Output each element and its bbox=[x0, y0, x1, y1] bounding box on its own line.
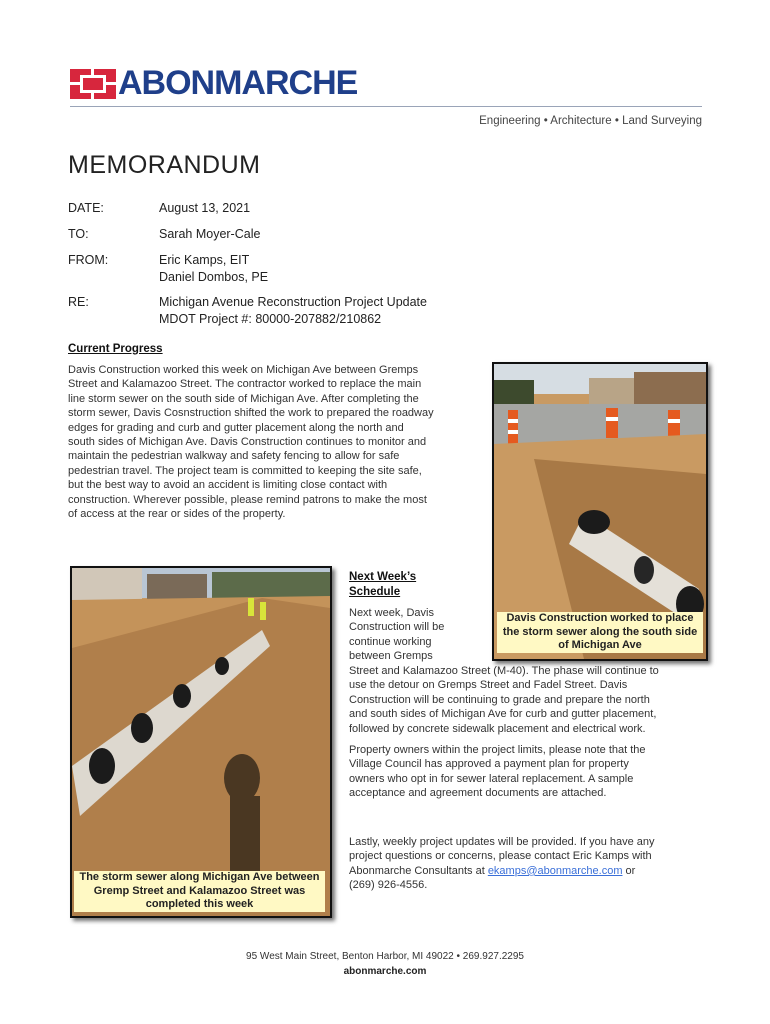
paragraph-line: (269) 926-4556. bbox=[349, 879, 428, 892]
date-label: DATE: bbox=[68, 201, 104, 215]
paragraph-line: continue working bbox=[349, 635, 432, 648]
current-progress-heading: Current Progress bbox=[68, 343, 163, 355]
next-week-body bbox=[349, 664, 709, 736]
contact-text: or bbox=[622, 864, 636, 877]
paragraph-line: Construction will be bbox=[349, 621, 445, 634]
paragraph-line: Davis Construction worked this week on Michigan Ave between Gremps bbox=[68, 364, 419, 376]
logo-wordmark: ABONMARCHE bbox=[118, 64, 358, 102]
paragraph-line: but the best way to avoid an accident is limiting close contact with bbox=[68, 479, 388, 492]
contact-paragraph bbox=[349, 835, 709, 893]
paragraph-line: storm sewer, Davis Cosnstruction shifted the work to prepared the roadway bbox=[68, 407, 434, 420]
to-label: TO: bbox=[68, 227, 89, 241]
from-label: FROM: bbox=[68, 253, 109, 267]
header-divider bbox=[70, 106, 702, 107]
caption-line: The storm sewer along Michigan Ave between bbox=[79, 871, 320, 883]
heading-line: Next Week’s bbox=[349, 571, 417, 583]
footer-address: 95 West Main Street, Benton Harbor, MI 49022 • 269.927.2295 bbox=[246, 951, 524, 962]
caption-line: Gremp Street and Kalamazoo Street was bbox=[93, 884, 306, 897]
photo-caption-left bbox=[74, 871, 325, 912]
paragraph-line: acceptance and agreement documents are attached. bbox=[349, 787, 607, 800]
paragraph-line: Property owners within the project limits, please note that the bbox=[349, 744, 646, 756]
payment-plan-paragraph bbox=[349, 743, 709, 801]
paragraph-line: south sides of Michigan Ave. Davis Construction continues to monitor and bbox=[68, 436, 427, 449]
re-label: RE: bbox=[68, 295, 89, 309]
paragraph-line: and south sides of Michigan Ave for curb and gutter placement, bbox=[349, 708, 657, 721]
contact-text: Abonmarche Consultants at bbox=[349, 864, 488, 877]
to-value: Sarah Moyer-Cale bbox=[159, 227, 261, 241]
memo-title: MEMORANDUM bbox=[68, 151, 261, 179]
paragraph-line: Construction will be continuing to grade and prepare the north bbox=[349, 693, 650, 706]
from-line: Eric Kamps, EIT bbox=[159, 253, 250, 267]
paragraph-line: Street and Kalamazoo Street (M-40). The phase will continue to bbox=[349, 665, 659, 677]
caption-line: the storm sewer along the south side bbox=[502, 625, 698, 638]
paragraph-line: Lastly, weekly project updates will be provided. If you have any bbox=[349, 836, 655, 848]
paragraph-line: followed by concrete sidewalk placement and electrical work. bbox=[349, 722, 646, 735]
paragraph-line: Street and Kalamazoo Street. The contractor worked to replace the main bbox=[68, 378, 422, 391]
paragraph-line: line storm sewer on the south side of Michigan Ave. After completing the bbox=[68, 392, 419, 405]
re-line: Michigan Avenue Reconstruction Project Update bbox=[159, 295, 427, 309]
date-value: August 13, 2021 bbox=[159, 201, 251, 215]
next-week-heading bbox=[349, 570, 416, 600]
company-tagline: Engineering • Architecture • Land Surveying bbox=[479, 115, 702, 127]
paragraph-line: pedestrian travel. The project team is committed to keeping the site safe, bbox=[68, 464, 422, 477]
paragraph-line: owners who opt in for sewer lateral replacement. A sample bbox=[349, 772, 634, 785]
heading-line: Schedule bbox=[349, 586, 401, 598]
paragraph-line: maintain the pedestrian walkway and safety fencing to allow for safe bbox=[68, 450, 400, 463]
paragraph-line: edges for grading and curb and gutter placement along the north and bbox=[68, 421, 404, 434]
paragraph-line: project questions or concerns, please contact Eric Kamps with bbox=[349, 850, 652, 863]
paragraph-line: between Gremps bbox=[349, 650, 433, 663]
caption-line: of Michigan Ave bbox=[558, 639, 642, 651]
paragraph-line: Next week, Davis bbox=[349, 607, 434, 619]
photo-caption-right bbox=[497, 612, 703, 653]
footer-website: abonmarche.com bbox=[343, 966, 427, 977]
from-value bbox=[159, 252, 268, 286]
next-week-intro bbox=[349, 606, 489, 664]
re-line: MDOT Project #: 80000-207882/210862 bbox=[159, 312, 382, 326]
photo-completed-storm-sewer bbox=[70, 566, 332, 918]
email-link[interactable]: ekamps@abonmarche.com bbox=[487, 864, 623, 877]
paragraph-line: use the detour on Gremps Street and Fadel Street. Davis bbox=[349, 679, 628, 692]
paragraph-line bbox=[349, 864, 709, 878]
caption-line: Davis Construction worked to place bbox=[506, 612, 694, 624]
current-progress-body bbox=[68, 363, 488, 521]
completed-sewer-photo-image bbox=[72, 568, 330, 916]
abonmarche-logo-icon bbox=[70, 69, 116, 99]
paragraph-line: Village Council has approved a payment plan for property bbox=[349, 758, 629, 771]
re-value bbox=[159, 294, 427, 328]
paragraph-line: of access at the rear or sides of the property. bbox=[68, 508, 286, 521]
caption-line: completed this week bbox=[145, 898, 254, 910]
paragraph-line: construction. Wherever possible, please remind patrons to make the most bbox=[68, 493, 427, 506]
from-line: Daniel Dombos, PE bbox=[159, 270, 269, 284]
